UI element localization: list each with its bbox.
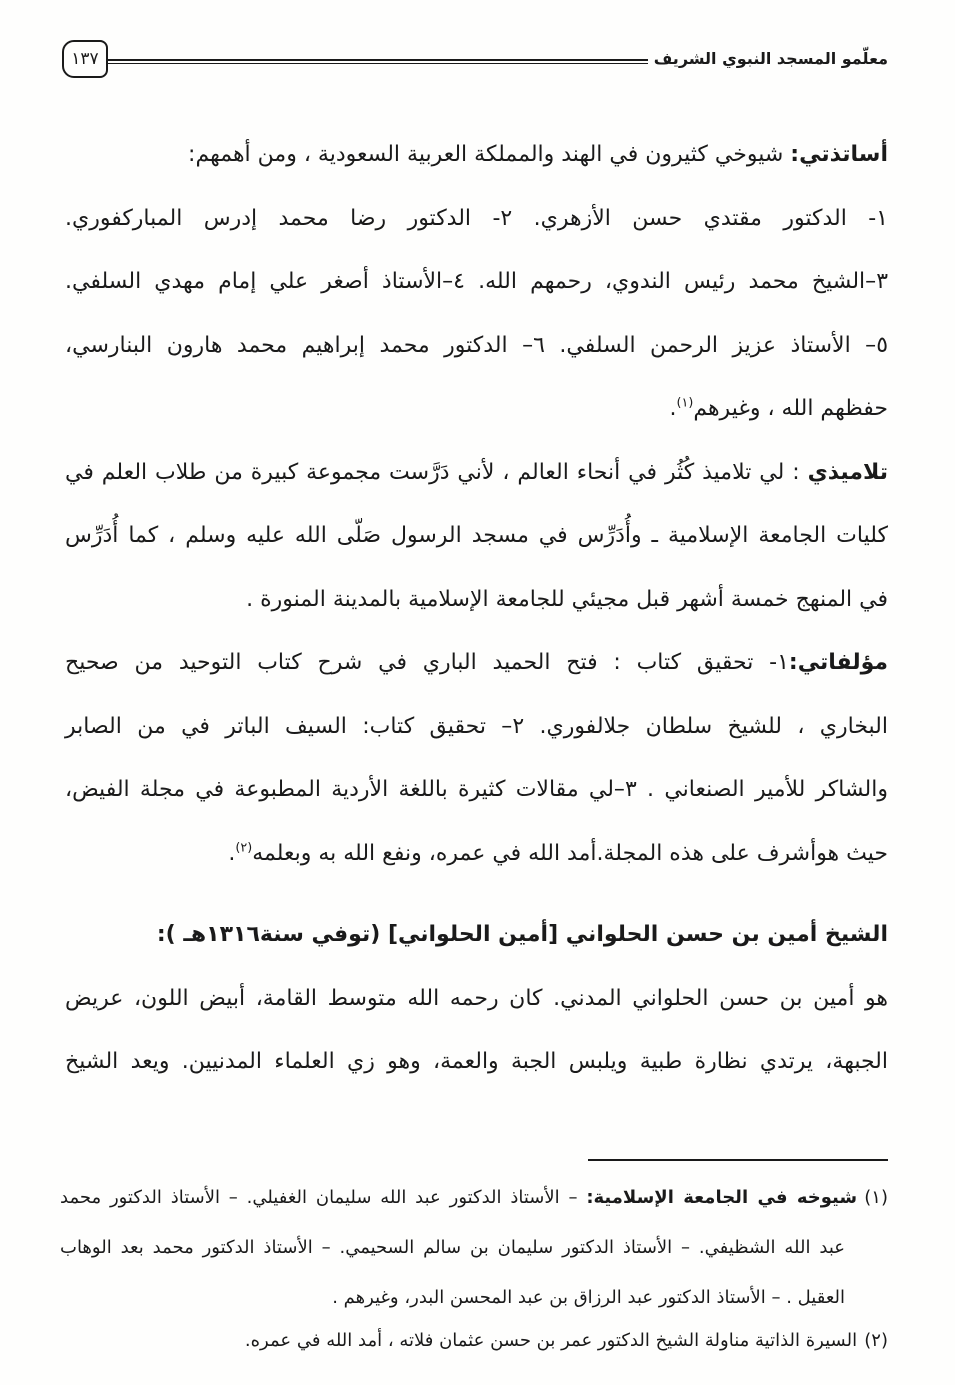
biography-line: هو أمين بن حسن الحلواني المدني. كان رحمه الله متوسط القامة، أبيض اللون، عريض <box>65 985 888 1011</box>
works-text: ١- تحقيق كتاب : فتح الحميد الباري في شرح كتاب التوحيد من صحيح <box>65 650 789 675</box>
works-line <box>65 631 888 695</box>
footnote-1-line <box>60 1173 888 1223</box>
section-heading: الشيخ أمين بن حسن الحلواني [أمين الحلواني] (توفي سنة١٣١٦هـ ): <box>156 922 888 947</box>
footnote-1 <box>60 1173 888 1323</box>
teachers-closing-end: . <box>669 396 677 421</box>
students-line: في المنهج خمسة أشهر قبل مجيئي للجامعة الإسلامية بالمدينة المنورة . <box>246 586 888 612</box>
biography-block <box>65 903 888 1094</box>
students-line <box>65 441 888 505</box>
footnote-text: – الأستاذ الدكتور عبد الله سليمان الغفيلي. – الأستاذ الدكتور محمد <box>60 1187 587 1208</box>
teachers-line <box>65 123 888 187</box>
teachers-closing: حفظهم الله ، وغيرهم <box>693 396 888 421</box>
students-text: : لي تلاميذ كُثُر في أنحاء العالم ، لأني دَرَّست مجموعة كبيرة من طلاب العلم في <box>65 459 808 485</box>
main-text-block <box>65 123 888 885</box>
students-line: كليات الجامعة الإسلامية ـ وأُدَرِّس في مسجد الرسول صَلّى الله عليه وسلم ، كما أُدَرِّس <box>65 523 888 548</box>
footnote-marker: (٢) <box>864 1330 888 1351</box>
works-closing-line <box>65 822 888 886</box>
works-line: والشاكر للأمير الصنعاني . ٣–لي مقالات كثيرة باللغة الأردية المطبوعة في مجلة الفيض، <box>65 777 888 802</box>
works-label: مؤلفاتي: <box>788 650 888 675</box>
footnote-label: شيوخه في الجامعة الإسلامية: <box>586 1187 858 1208</box>
running-header-title: معلّمو المسجد النبوي الشريف <box>653 49 888 68</box>
running-header <box>62 38 888 80</box>
header-rule <box>108 59 648 64</box>
footnote-1-line: عبد الله الشظيفي. – الأستاذ الدكتور سليمان بن سالم السحيمي. – الأستاذ الدكتور محمد بعد الوهاب <box>60 1237 845 1258</box>
students-label: تلاميذي <box>807 459 888 485</box>
footnote-2 <box>60 1316 888 1366</box>
works-closing: حيث هوأشرف على هذه المجلة.أمد الله في عمره، ونفع الله به وبعلمه <box>252 840 888 866</box>
works-closing-end: . <box>228 840 236 866</box>
footnote-2-line <box>60 1316 888 1366</box>
footnote-separator <box>588 1159 888 1161</box>
footnote-marker: (١) <box>864 1187 888 1208</box>
teachers-label: أساتذتي: <box>790 142 888 167</box>
footnote-ref: (٢) <box>235 840 253 856</box>
teachers-list-line: ١- الدكتور مقتدي حسن الأزهري. ٢- الدكتور رضا محمد إدرس المباركفوري. <box>65 205 888 231</box>
teachers-intro: شيوخي كثيرون في الهند والمملكة العربية السعودية ، ومن أهمهم: <box>188 142 791 167</box>
footnote-ref: (١) <box>676 395 694 411</box>
page-number: ١٣٧ <box>62 40 108 78</box>
footnote-text: السيرة الذاتية مناولة الشيخ الدكتور عمر بن حسن عثمان فلاته ، أمد الله في عمره. <box>244 1330 858 1351</box>
teachers-list-line: ٥– الأستاذ عزيز الرحمن السلفي. ٦– الدكتور محمد إبراهيم محمد هارون البنارسي، <box>65 332 889 358</box>
footnote-1-line: العقيل . – الأستاذ الدكتور عبد الرزاق بن عبد المحسن البدر، وغيرهم . <box>332 1287 845 1308</box>
teachers-closing-line <box>65 377 888 441</box>
biography-line: الجبهة، يرتدي نظارة طبية ويلبس الجبة والعمة، وهو زي العلماء المدنيين. ويعد الشيخ <box>65 1049 888 1074</box>
teachers-list-line: ٣–الشيخ محمد رئيس الندوي، رحمهم الله. ٤–الأستاذ أصغر علي إمام مهدي السلفي. <box>65 269 889 294</box>
works-line: البخاري ، للشيخ سلطان جلالفوري. ٢– تحقيق كتاب: السيف الباتر في من الصابر <box>65 713 888 739</box>
